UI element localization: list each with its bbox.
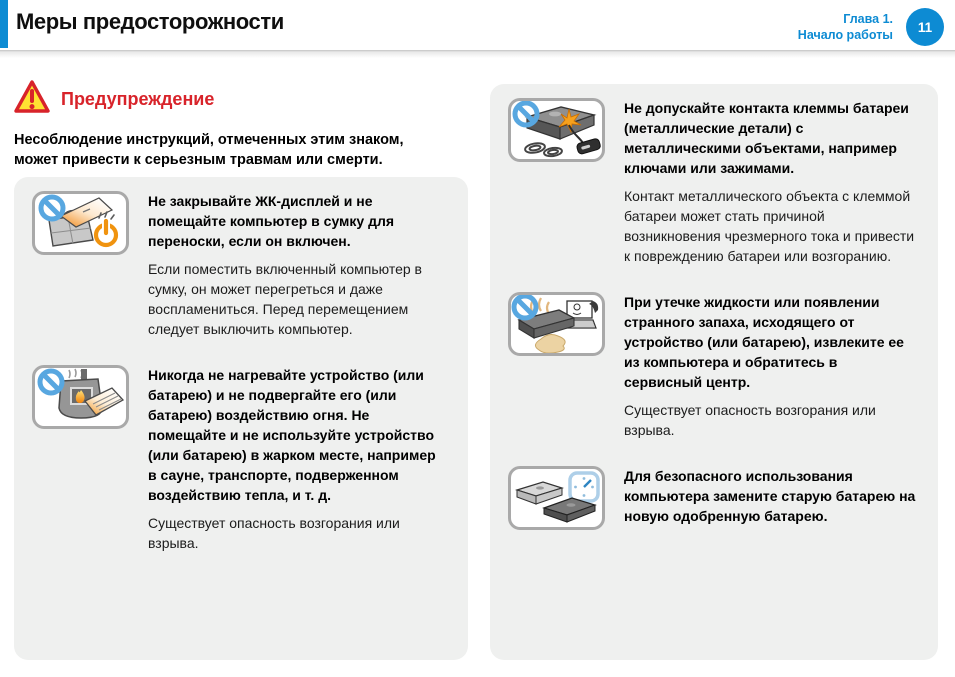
warning-section [14,80,458,170]
item-text [624,292,918,440]
item-title: Никогда не нагревайте устройство (или батарею) и не подвергайте его (или батарею) воздействию огня. Не помещайте и не используйте устройство (или батарею) в жарком месте, например в сауне, транспорте, подверженном воздействию тепла, и т. д. [148,367,436,504]
item-title: Для безопасного использования компьютера замените старую батарею на новую одобренную батарею. [624,468,916,525]
item-text [148,365,448,553]
right-warning-panel [490,84,938,660]
item-body: Существует опасность возгорания или взрыва. [624,402,876,439]
list-item [490,98,938,266]
warning-label: Предупреждение [61,88,215,109]
list-item [490,292,938,440]
header-divider [0,50,955,58]
chapter-line1: Глава 1. [843,12,893,26]
page-title: Меры предосторожности [16,9,284,34]
fire-heat-prohibited-icon [32,365,129,429]
left-warning-panel [14,177,468,660]
breadcrumb-chapter [798,11,893,44]
item-text [624,466,918,534]
list-item [14,191,468,339]
warning-description: Несоблюдение инструкций, отмеченных этим знаком, может привести к серьезным травмам или смерти. [14,132,404,168]
laptop-in-bag-prohibited-icon [32,191,129,255]
battery-metal-contact-prohibited-icon [508,98,605,162]
item-title: При утечке жидкости или появлении странного запаха, исходящего от устройство (или батарею), извлеките ее из компьютера и обратитесь в сервисный центр. [624,294,904,391]
item-title: Не допускайте контакта клеммы батареи (металлические детали) с металлическими объектами, например ключами или зажимами. [624,100,909,177]
item-body: Контакт металлического объекта с клеммой батареи может стать причиной возникновения чрезмерного тока и привести к повреждению батареи или возгоранию. [624,188,915,265]
chapter-line2: Начало работы [797,28,893,43]
warning-heading [14,80,458,118]
item-text [624,98,918,266]
list-item [490,466,938,534]
page-number-badge: 11 [906,8,944,46]
warning-triangle-icon [14,80,50,118]
list-item [14,365,468,553]
battery-leak-prohibited-icon [508,292,605,356]
battery-replacement-clock-icon [508,466,605,530]
item-title: Не закрывайте ЖК-дисплей и не помещайте компьютер в сумку для переноски, если он включен. [148,193,395,250]
accent-bar [0,0,8,48]
item-body: Существует опасность возгорания или взрыва. [148,515,400,552]
item-text [148,191,448,339]
item-body: Если поместить включенный компьютер в сумку, он может перегреться и даже воспламениться. Перед перемещением следует выключить компьютер. [148,261,422,338]
